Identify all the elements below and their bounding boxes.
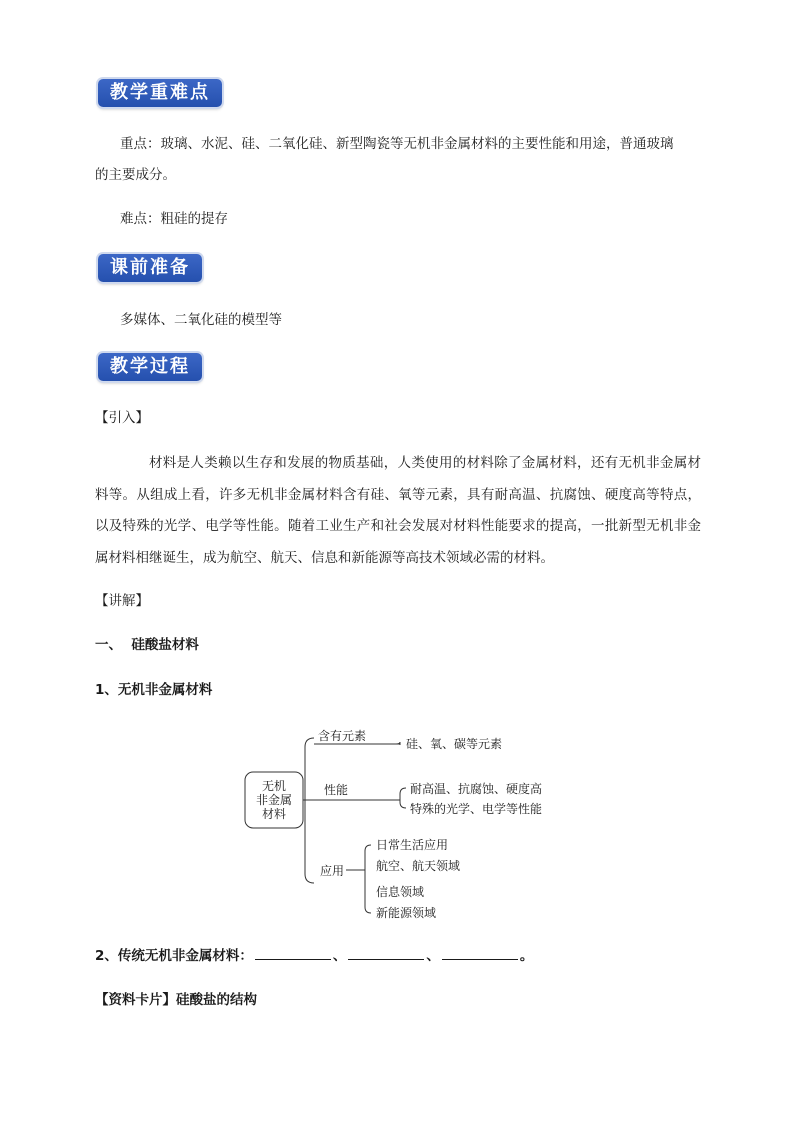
intro-paragraph: 材料是人类赖以生存和发展的物质基础，人类使用的材料除了金属材料，还有无机非金属材料等。从组成上看，许多无机非金属材料含有硅、氧等元素，具有耐高温、抗腐蚀、硬度高等特点，以及特殊的光学、电学等性能。随着工业生产和社会发展对材料性能要求的提高，一批新型无机非金属材料相继诞生，成为航空、航天、信息和新能源等高技术领域必需的材料。: [95, 455, 701, 566]
branch-item-applications-0: 日常生活应用: [376, 838, 449, 852]
blank-answer-1[interactable]: [255, 947, 331, 960]
subheading-inorganic-materials: 1、无机非金属材料: [95, 682, 213, 698]
section-badge-preparation: 课前准备: [98, 254, 202, 282]
branch-item-applications-1: 航空、航天领域: [376, 859, 461, 873]
branch-label-applications: 应用: [320, 864, 345, 878]
data-card-heading: 【资料卡片】硅酸盐的结构: [95, 992, 257, 1008]
branch-item-applications-2: 信息领域: [376, 885, 425, 899]
focus-text-line2: 的主要成分。: [95, 167, 176, 183]
blank-separator-2: 、: [426, 948, 440, 964]
branch-label-properties: 性能: [324, 783, 349, 797]
branch-item-properties-1: 特殊的光学、电学等性能: [410, 802, 543, 816]
concept-main-brace: [305, 738, 314, 883]
blank-answer-3[interactable]: [442, 947, 518, 960]
branch-item-elements-0: 硅、氧、碳等元素: [406, 737, 503, 751]
subheading-traditional-materials: [95, 946, 533, 966]
concept-root-line2: 非金属: [255, 793, 293, 807]
branch-label-elements: 含有元素: [318, 729, 367, 743]
branch-item-properties-0: 耐高温、抗腐蚀、硬度高: [410, 782, 543, 796]
concept-root-line3: 材料: [261, 807, 287, 821]
section-badge-key-points: 教学重难点: [98, 79, 222, 107]
focus-text-line1: 重点：玻璃、水泥、硅、二氧化硅、新型陶瓷等无机非金属材料的主要性能和用途，普通玻璃: [120, 136, 674, 152]
preparation-text: 多媒体、二氧化硅的模型等: [120, 312, 282, 328]
traditional-materials-prefix: 2、传统无机非金属材料：: [95, 948, 253, 964]
branch-item-applications-3: 新能源领域: [376, 906, 437, 920]
concept-map: [240, 718, 570, 928]
heading-silicate-materials: 一、 硅酸盐材料: [95, 637, 199, 653]
applications-brace: [365, 845, 371, 913]
intro-label: 【引入】: [95, 410, 149, 426]
concept-root-line1: 无机: [261, 779, 287, 793]
section-badge-process: 教学过程: [98, 353, 202, 381]
difficulty-text: 难点：粗硅的提存: [120, 211, 228, 227]
blank-answer-2[interactable]: [348, 947, 424, 960]
lecture-label: 【讲解】: [95, 593, 149, 609]
blank-end-mark: 。: [519, 948, 534, 964]
blank-separator-1: 、: [332, 948, 347, 964]
